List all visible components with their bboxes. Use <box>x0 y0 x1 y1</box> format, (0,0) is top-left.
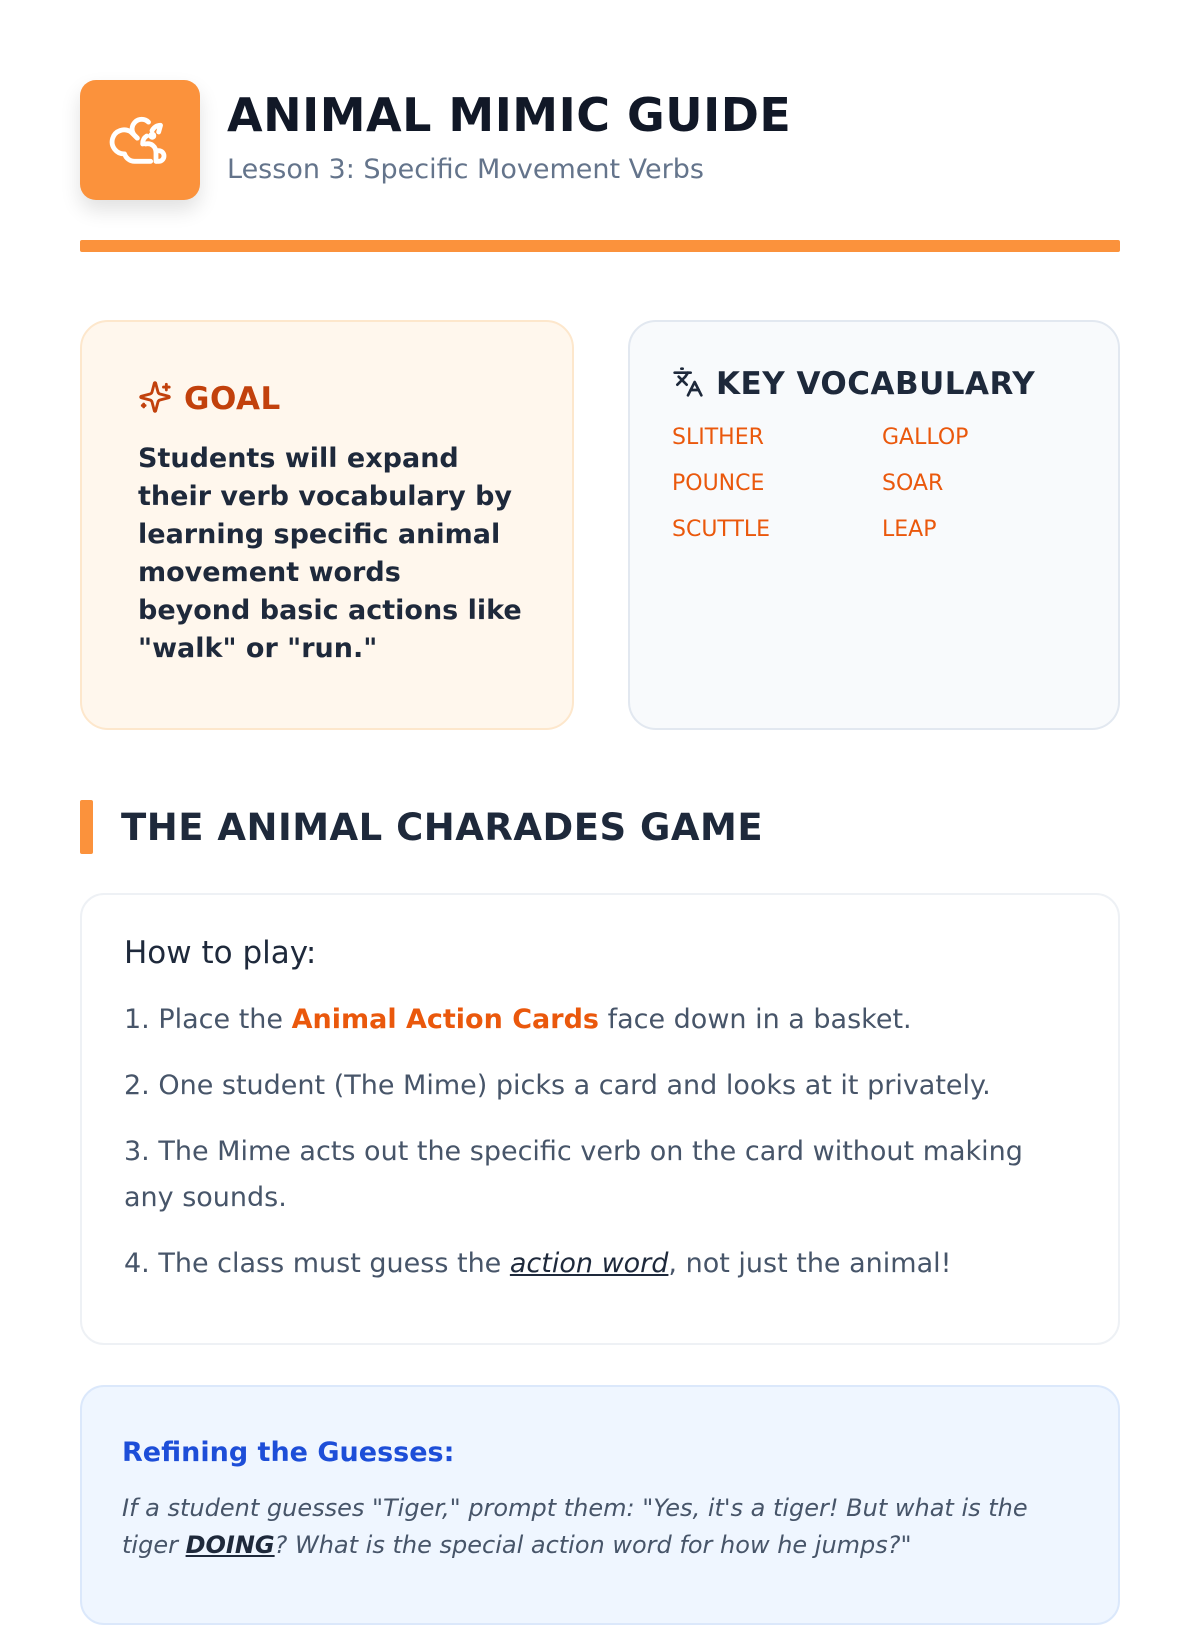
tip-text-part: ? What is the special action word for how he jumps?" <box>274 1531 912 1559</box>
step-item <box>124 997 1076 1043</box>
goal-text: Students will expand their verb vocabulary by learning specific animal movement words beyond basic actions like "walk" or "run." <box>138 443 522 664</box>
vocab-word: POUNCE <box>672 471 765 496</box>
translate-icon <box>672 366 704 402</box>
step-list <box>124 997 1076 1287</box>
squirrel-icon <box>80 80 200 200</box>
vocab-word: LEAP <box>882 517 937 542</box>
section-title: THE ANIMAL CHARADES GAME <box>121 805 764 849</box>
page-subtitle: Lesson 3: Specific Movement Verbs <box>227 154 704 185</box>
vocabulary-title: KEY VOCABULARY <box>716 366 1036 402</box>
step-item <box>124 1241 1076 1287</box>
lesson-page <box>80 0 1120 1600</box>
header-divider <box>80 240 1120 252</box>
goal-header <box>138 380 522 418</box>
step-text: 1. Place the <box>124 1004 292 1035</box>
tip-text-part: If a student guesses "Tiger," prompt them: "Yes, it's a tiger! But what is the tiger <box>122 1494 1028 1559</box>
section-accent-bar <box>80 800 93 854</box>
vocab-word: SCUTTLE <box>672 517 771 542</box>
page-header <box>80 80 1120 200</box>
goal-title: GOAL <box>184 381 281 417</box>
how-to-play-card <box>80 893 1120 1345</box>
tip-title: Refining the Guesses: <box>122 1437 455 1468</box>
page-title: ANIMAL MIMIC GUIDE <box>227 88 792 142</box>
step-text: face down in a basket. <box>598 1004 912 1035</box>
step-item <box>124 1063 1076 1109</box>
vocab-word: SLITHER <box>672 425 764 450</box>
step-emphasis: action word <box>509 1248 669 1279</box>
vocab-word: GALLOP <box>882 425 969 450</box>
vocabulary-card <box>628 320 1120 730</box>
step-item <box>124 1129 1076 1221</box>
vocabulary-header <box>672 366 1078 402</box>
step-text: , not just the animal! <box>668 1248 952 1279</box>
tip-emphasis: DOING <box>185 1531 275 1559</box>
tip-card <box>80 1385 1120 1625</box>
section-heading <box>80 800 763 854</box>
step-text: 4. The class must guess the <box>124 1248 510 1279</box>
vocab-word: SOAR <box>882 471 944 496</box>
vocabulary-list <box>672 424 1078 544</box>
step-text: 2. One student (The Mime) picks a card and looks at it privately. <box>124 1070 991 1101</box>
step-text: 3. The Mime acts out the specific verb on the card without making any sounds. <box>124 1136 1023 1213</box>
tip-text <box>122 1490 1078 1564</box>
goal-card <box>80 320 574 730</box>
sparkles-icon <box>138 380 172 418</box>
how-to-play-heading: How to play: <box>124 935 317 971</box>
step-highlight: Animal Action Cards <box>291 1004 599 1035</box>
